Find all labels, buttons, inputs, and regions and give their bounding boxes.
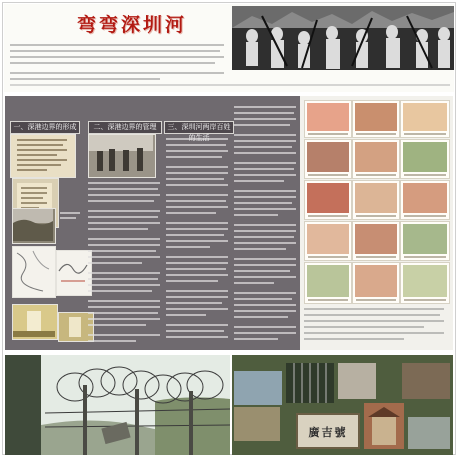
border-map-sketch [12, 246, 56, 298]
gate-photo [286, 363, 334, 403]
section-header-3: 三、深圳河两岸百姓 [164, 121, 234, 134]
illustration-card [400, 262, 450, 304]
shop-sign-photo [296, 413, 360, 449]
illustration-card [304, 139, 352, 179]
marker-stone-photo [12, 304, 58, 340]
illustration-card [352, 100, 400, 138]
illustration-card [304, 100, 352, 138]
barbed-wire-photo [5, 355, 230, 455]
temple-photo [364, 403, 404, 449]
illustration-card [304, 262, 352, 304]
illustration-card [304, 221, 352, 261]
illustration-card [400, 139, 450, 179]
border-landscape-photo [12, 208, 56, 244]
illustration-card [304, 180, 352, 220]
illustration-card [352, 139, 400, 179]
gallery-caption-text [304, 306, 448, 346]
section-3-text-right [234, 104, 298, 346]
section-header-1: 一、深港边界的形成 [10, 121, 80, 134]
illustration-card [400, 180, 450, 220]
photo-collage [232, 355, 453, 455]
section-header-2: 二、深港边界的管理 [88, 121, 162, 134]
border-map [56, 250, 92, 296]
illustration-card [352, 262, 400, 304]
bird-photo [402, 363, 450, 399]
shop-sign-text: 廣吉號 [308, 426, 348, 439]
historic-document-image [10, 134, 76, 178]
illustration-card [400, 100, 450, 138]
section-2-text [88, 180, 162, 346]
woodcut-illustration [232, 6, 454, 70]
banner-caption [10, 84, 450, 88]
town-view-photo [234, 371, 282, 405]
boat-photo [408, 417, 450, 449]
treaty-caption [60, 182, 82, 222]
section-3-text-left [166, 136, 230, 346]
border-patrol-photo [88, 134, 156, 178]
street-scene-photo [338, 363, 376, 399]
page-title: 弯弯深圳河 [76, 14, 187, 36]
intro-text-block [10, 42, 226, 82]
illustration-card [352, 221, 400, 261]
illustration-card [400, 221, 450, 261]
illustration-card [352, 180, 400, 220]
hillside-photo [234, 407, 280, 441]
